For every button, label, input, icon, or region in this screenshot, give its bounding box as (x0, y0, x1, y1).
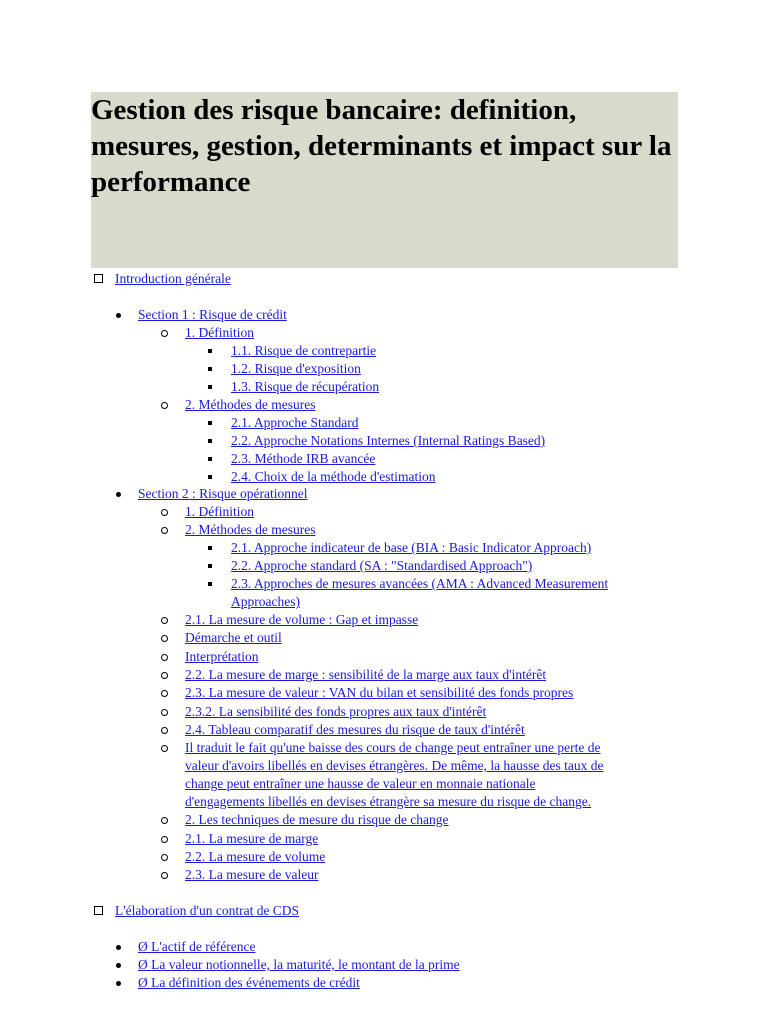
toc-s2-long-item[interactable]: d'engagements libellés en devises étrangère sa mesure du risque de change. (185, 794, 592, 809)
bullet-square-icon (208, 367, 212, 371)
bullet-circle-icon (161, 836, 168, 843)
toc-s1-method-item[interactable]: 2.3. Méthode IRB avancée (231, 451, 376, 466)
bullet-square-icon (208, 546, 212, 550)
bullet-circle-icon (161, 654, 168, 661)
toc-s2-item[interactable]: 2.4. Tableau comparatif des mesures du risque de taux d'intérêt (185, 722, 525, 737)
checkbox-icon (94, 906, 103, 915)
toc-s1-def-link[interactable]: 1. Définition (185, 325, 254, 340)
toc-cds-item[interactable]: Ø L'actif de référence (138, 939, 256, 954)
bullet-circle-icon (161, 872, 168, 879)
toc-s1-def-item[interactable]: 1.2. Risque d'exposition (231, 361, 361, 376)
toc-s2-tail-item[interactable]: 2. Les techniques de mesure du risque de change (185, 812, 449, 827)
toc-s2-def-link[interactable]: 1. Définition (185, 504, 254, 519)
bullet-circle-icon (161, 745, 168, 752)
bullet-circle-icon (161, 690, 168, 697)
bullet-disc-icon (116, 945, 121, 950)
toc-s2-long-item[interactable]: change peut entraîner une hausse de valeur en monnaie nationale (185, 776, 536, 791)
toc-s2-item[interactable]: Interprétation (185, 649, 259, 664)
bullet-disc-icon (116, 492, 121, 497)
bullet-square-icon (208, 421, 212, 425)
bullet-square-icon (208, 457, 212, 461)
toc-s2-item[interactable]: 2.1. La mesure de volume : Gap et impasse (185, 612, 419, 627)
toc-section2-link[interactable]: Section 2 : Risque opérationnel (138, 486, 308, 501)
title-banner (91, 92, 678, 268)
toc-section1-link[interactable]: Section 1 : Risque de crédit (138, 307, 287, 322)
bullet-square-icon (208, 385, 212, 389)
toc-cds-link[interactable]: L'élaboration d'un contrat de CDS (115, 903, 300, 918)
toc-s1-def-item[interactable]: 1.3. Risque de récupération (231, 379, 380, 394)
toc-s2-item[interactable]: 2.3. La mesure de valeur : VAN du bilan et sensibilité des fonds propres (185, 685, 574, 700)
toc-s2-tail-item[interactable]: 2.1. La mesure de marge (185, 831, 319, 846)
toc-s1-method-item[interactable]: 2.2. Approche Notations Internes (Internal Ratings Based) (231, 433, 546, 448)
bullet-square-icon (208, 349, 212, 353)
bullet-circle-icon (161, 672, 168, 679)
bullet-circle-icon (161, 817, 168, 824)
bullet-circle-icon (161, 617, 168, 624)
bullet-square-icon (208, 439, 212, 443)
bullet-square-icon (208, 582, 212, 586)
toc-s1-methods-link[interactable]: 2. Méthodes de mesures (185, 397, 316, 412)
bullet-square-icon (208, 564, 212, 568)
toc-s2-method-item[interactable]: 2.1. Approche indicateur de base (BIA : Basic Indicator Approach) (231, 540, 592, 555)
bullet-circle-icon (161, 854, 168, 861)
bullet-circle-icon (161, 330, 168, 337)
toc-s2-item[interactable]: 2.3.2. La sensibilité des fonds propres aux taux d'intérêt (185, 704, 487, 719)
bullet-circle-icon (161, 635, 168, 642)
toc-s2-method-item[interactable]: 2.2. Approche standard (SA : "Standardised Approach") (231, 558, 533, 573)
toc-s1-method-item[interactable]: 2.4. Choix de la méthode d'estimation (231, 469, 436, 484)
bullet-circle-icon (161, 709, 168, 716)
toc-s1-def-item[interactable]: 1.1. Risque de contrepartie (231, 343, 377, 358)
bullet-square-icon (208, 475, 212, 479)
toc-s2-methods-link[interactable]: 2. Méthodes de mesures (185, 522, 316, 537)
bullet-disc-icon (116, 963, 121, 968)
bullet-disc-icon (116, 313, 121, 318)
toc-s2-tail-item[interactable]: 2.2. La mesure de volume (185, 849, 326, 864)
toc-cds-item[interactable]: Ø La valeur notionnelle, la maturité, le montant de la prime (138, 957, 460, 972)
toc-s2-method-item-cont[interactable]: Approaches) (231, 594, 300, 609)
checkbox-icon (94, 274, 103, 283)
toc-s2-method-item[interactable]: 2.3. Approches de mesures avancées (AMA : Advanced Measurement (231, 576, 609, 591)
page-title: Gestion des risque bancaire: definition, mesures, gestion, determinants et impact sur la performance (91, 94, 672, 198)
toc-intro-link[interactable]: Introduction générale (115, 271, 231, 286)
toc-s2-item[interactable]: 2.2. La mesure de marge : sensibilité de la marge aux taux d'intérêt (185, 667, 547, 682)
bullet-circle-icon (161, 509, 168, 516)
toc-cds-item[interactable]: Ø La définition des événements de crédit (138, 975, 360, 990)
toc-s1-method-item[interactable]: 2.1. Approche Standard (231, 415, 359, 430)
bullet-circle-icon (161, 527, 168, 534)
bullet-disc-icon (116, 981, 121, 986)
toc-s2-long-item[interactable]: valeur d'avoirs libellés en devises étrangères. De même, la hausse des taux de (185, 758, 604, 773)
toc-s2-item[interactable]: Démarche et outil (185, 630, 282, 645)
toc-s2-tail-item[interactable]: 2.3. La mesure de valeur (185, 867, 319, 882)
bullet-circle-icon (161, 402, 168, 409)
toc-s2-long-item[interactable]: Il traduit le fait qu'une baisse des cours de change peut entraîner une perte de (185, 740, 601, 755)
bullet-circle-icon (161, 727, 168, 734)
